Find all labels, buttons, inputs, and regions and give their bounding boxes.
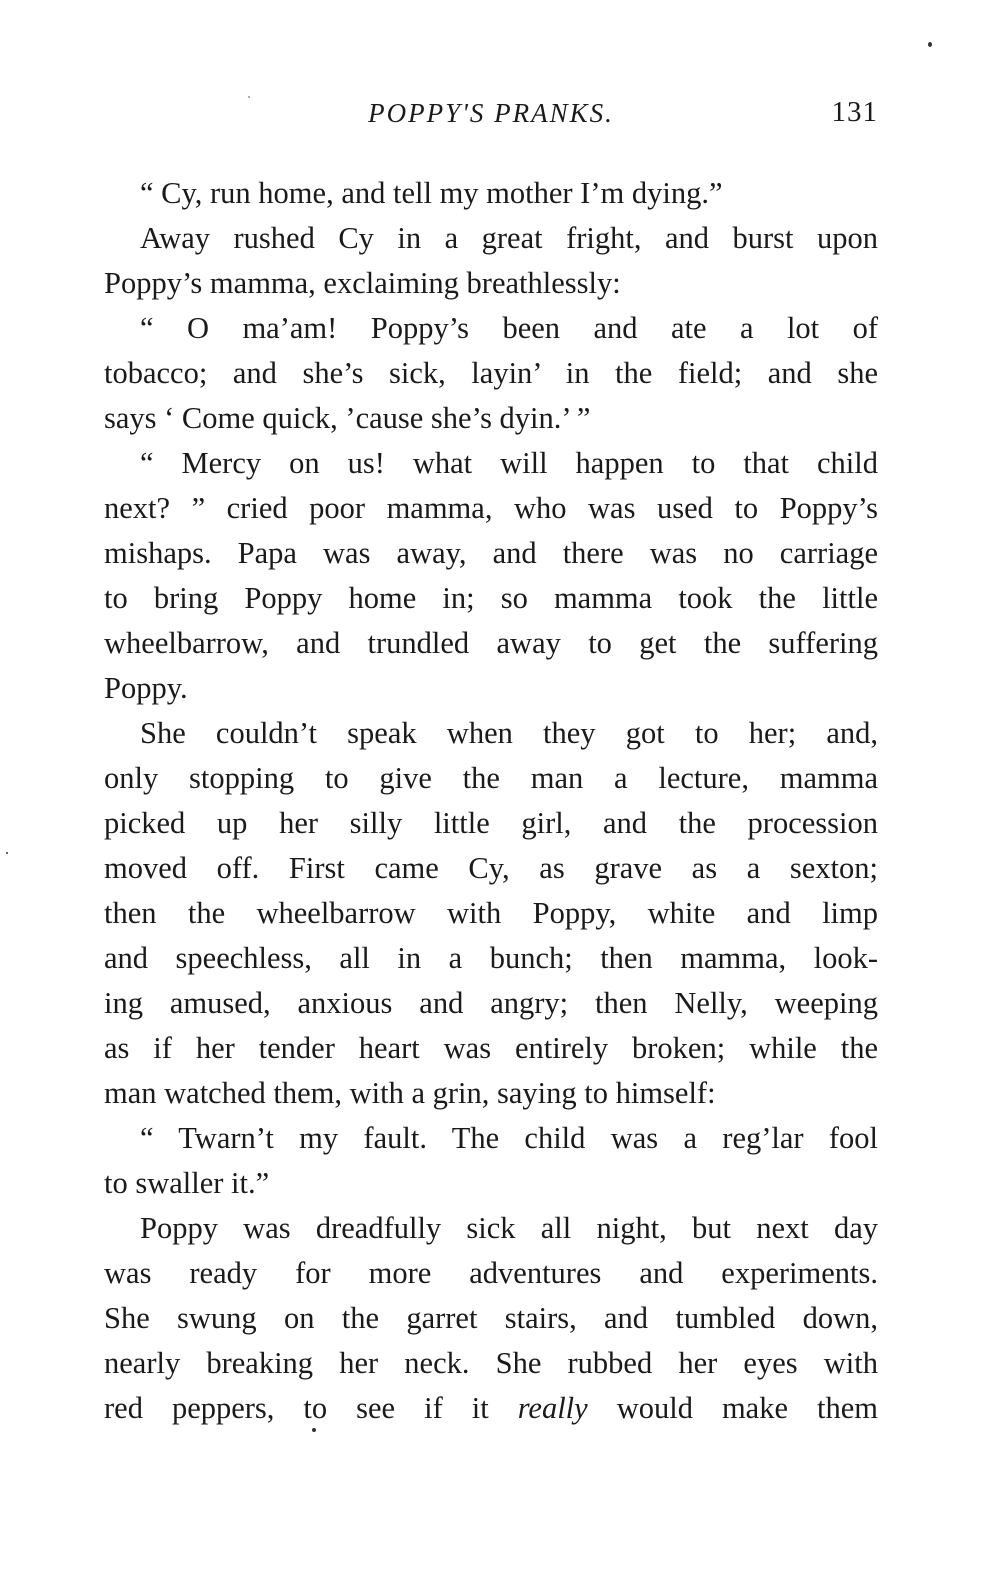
text-line: She swung on the garret stairs, and tumbled down, [104, 1301, 878, 1335]
text-line: picked up her silly little girl, and the procession [104, 806, 878, 840]
text-line: Poppy was dreadfully sick all night, but next day [140, 1211, 878, 1245]
emphasis-really: really [517, 1391, 588, 1425]
scan-speck [312, 1428, 316, 1432]
text-line: nearly breaking her neck. She rubbed her eyes with [104, 1346, 878, 1380]
scan-speck [6, 852, 8, 854]
text-line: only stopping to give the man a lecture, mamma [104, 761, 878, 795]
text-line: to swaller it.” [104, 1166, 270, 1200]
text-line: next? ” cried poor mamma, who was used to Poppy’s [104, 491, 878, 525]
text-line: says ‘ Come quick, ’cause she’s dyin.’ ” [104, 401, 591, 435]
text-line: Poppy. [104, 671, 188, 705]
text-line: ing amused, anxious and angry; then Nelly, weeping [104, 986, 878, 1020]
text-line: “ Cy, run home, and tell my mother I’m dying.” [140, 176, 723, 210]
page-number: 131 [831, 96, 878, 128]
text-line: and speechless, all in a bunch; then mamma, look- [104, 941, 878, 975]
text-line: “ O ma’am! Poppy’s been and ate a lot of [140, 311, 878, 345]
text-line: man watched them, with a grin, saying to himself: [104, 1076, 716, 1110]
text-line: as if her tender heart was entirely broken; while the [104, 1031, 878, 1065]
running-head [104, 98, 878, 142]
body-text [104, 171, 878, 1431]
scan-speck [248, 96, 250, 98]
text-line: wheelbarrow, and trundled away to get the suffering [104, 626, 878, 660]
final-line-before: red peppers, to see if it [104, 1391, 518, 1425]
text-line: Poppy’s mamma, exclaiming breathlessly: [104, 266, 621, 300]
running-title: POPPY'S PRANKS. [368, 98, 614, 128]
text-line: She couldn’t speak when they got to her; and, [140, 716, 878, 750]
final-line-after: would make them [587, 1391, 878, 1425]
text-line: to bring Poppy home in; so mamma took the little [104, 581, 878, 615]
scan-speck [928, 42, 932, 47]
text-line-final [104, 1386, 878, 1431]
text-line: Away rushed Cy in a great fright, and burst upon [140, 221, 878, 255]
text-line: tobacco; and she’s sick, layin’ in the field; and she [104, 356, 878, 390]
text-line: then the wheelbarrow with Poppy, white and limp [104, 896, 878, 930]
text-line: “ Mercy on us! what will happen to that child [140, 446, 878, 480]
text-line: moved off. First came Cy, as grave as a sexton; [104, 851, 878, 885]
text-line: mishaps. Papa was away, and there was no carriage [104, 536, 878, 570]
text-line: was ready for more adventures and experiments. [104, 1256, 878, 1290]
text-line: “ Twarn’t my fault. The child was a reg’lar fool [140, 1121, 878, 1155]
